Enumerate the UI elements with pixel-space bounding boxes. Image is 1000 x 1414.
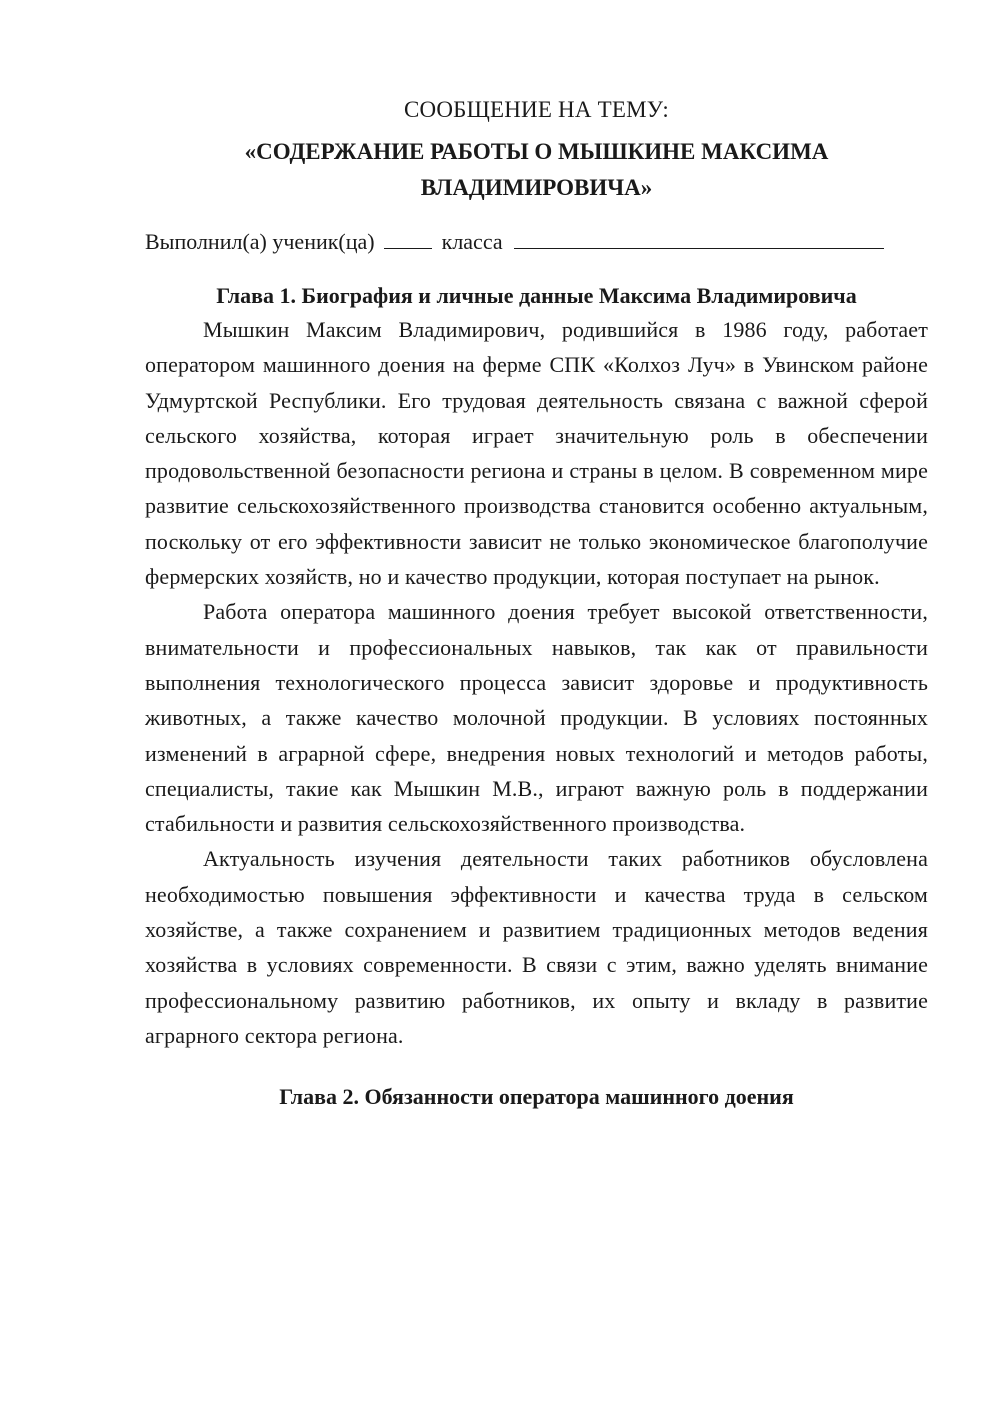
- performer-line: [145, 226, 928, 258]
- paragraph: Актуальность изучения деятельности таких работников обусловлена необходимостью повышения эффективности и качества труда в сельском хозяйстве, а также сохранением и развитием традиционных методов ведения хозяйства в условиях современности. В связи с этим, важно уделять внимание профессиональному развитию работников, их опыту и вкладу в развитие аграрного сектора региона.: [145, 846, 928, 1048]
- paragraph: Работа оператора машинного доения требует высокой ответственности, внимательности и профессиональных навыков, так как от правильности выполнения технологического процесса зависит здоровье и продуктивность животных, а также качество молочной продукции. В условиях постоянных изменений в аграрной сфере, внедрения новых технологий и методов работы, специалисты, такие как Мышкин М.В., играют важную роль в поддержании стабильности и развития сельскохозяйственного производства.: [145, 599, 928, 837]
- chapter-2-heading: Глава 2. Обязанности оператора машинного доения: [279, 1084, 794, 1110]
- performer-label: Выполнил(а) ученик(ца): [145, 229, 375, 254]
- student-name-blank[interactable]: [514, 226, 884, 249]
- document-title: «СОДЕРЖАНИЕ РАБОТЫ О МЫШКИНЕ МАКСИМА ВЛАДИМИРОВИЧА»: [244, 139, 829, 200]
- class-label: класса: [441, 229, 503, 254]
- class-number-blank[interactable]: [384, 226, 432, 249]
- document-title-topic: СООБЩЕНИЕ НА ТЕМУ:: [404, 97, 669, 122]
- paragraph: Мышкин Максим Владимирович, родившийся в 1986 году, работает оператором машинного доения на ферме СПК «Колхоз Луч» в Увинском районе Удмуртской Республики. Его трудовая деятельность связана с важной сферой сельского хозяйства, которая играет значительную роль в обеспечении продовольственной безопасности региона и страны в целом. В современном мире развитие сельскохозяйственного производства становится особенно актуальным, поскольку от его эффективности зависит не только экономическое благополучие фермерских хозяйств, но и качество продукции, которая поступает на рынок.: [145, 317, 928, 590]
- document-page: [145, 92, 928, 1113]
- chapter-1-heading: Глава 1. Биография и личные данные Максима Владимировича: [216, 283, 857, 308]
